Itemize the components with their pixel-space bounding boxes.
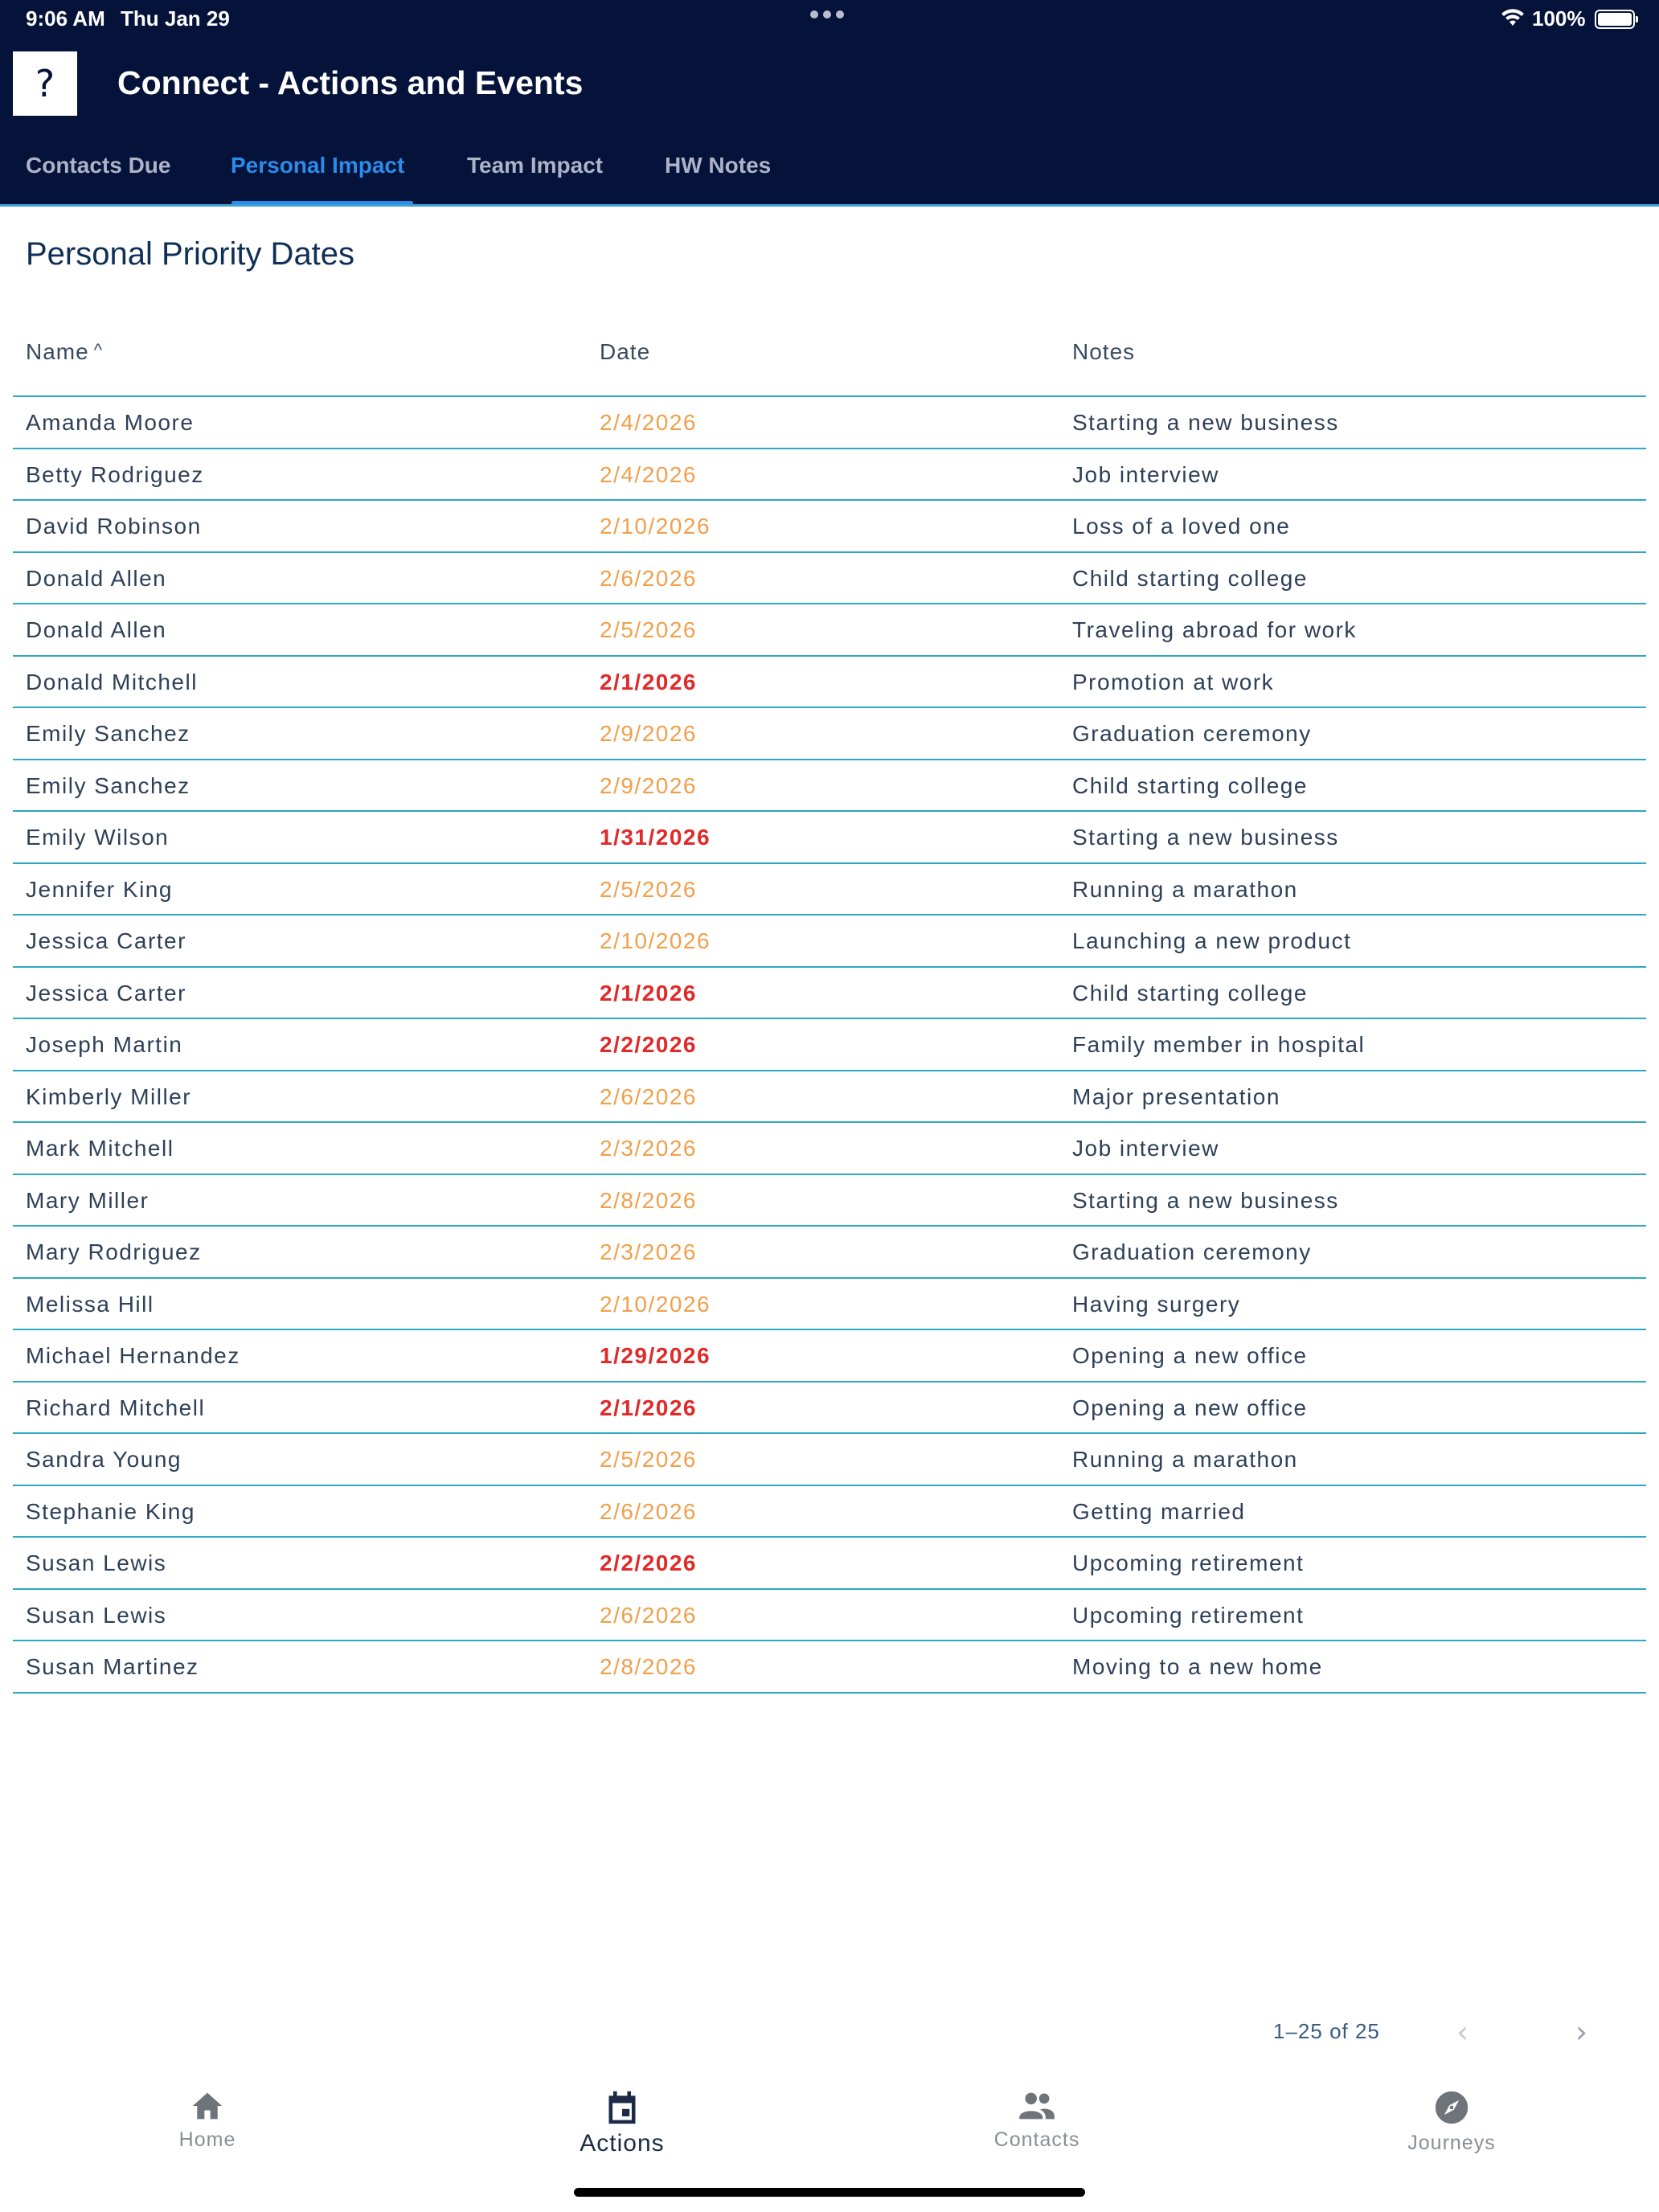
notes-cell: Promotion at work xyxy=(1072,669,1275,694)
name-cell: Jennifer King xyxy=(26,876,173,902)
name-cell: Susan Lewis xyxy=(26,1550,167,1575)
name-cell: Sandra Young xyxy=(26,1447,182,1472)
tab-team-impact[interactable]: Team Impact xyxy=(467,153,604,178)
date-cell: 2/10/2026 xyxy=(600,1291,711,1317)
date-cell: 2/3/2026 xyxy=(600,1239,697,1264)
previous-page-button[interactable]: ‹ xyxy=(1456,2014,1469,2050)
calendar-icon xyxy=(604,2090,640,2125)
table-row[interactable] xyxy=(13,1641,1646,1694)
date-cell: 2/5/2026 xyxy=(600,876,697,902)
table-row[interactable] xyxy=(13,1486,1646,1538)
nav-journeys-label: Journeys xyxy=(1407,2132,1496,2154)
table-row[interactable] xyxy=(13,812,1646,864)
name-cell: Richard Mitchell xyxy=(26,1395,206,1420)
date-cell: 2/9/2026 xyxy=(600,721,697,746)
compass-icon xyxy=(1434,2090,1469,2125)
table-row[interactable] xyxy=(13,760,1646,813)
column-header-notes[interactable]: Notes xyxy=(1072,339,1136,364)
name-cell: Betty Rodriguez xyxy=(26,461,204,487)
date-cell: 2/2/2026 xyxy=(600,1032,697,1057)
home-indicator xyxy=(574,2188,1085,2197)
name-cell: Emily Sanchez xyxy=(26,721,190,746)
home-icon xyxy=(190,2090,225,2122)
notes-cell: Opening a new office xyxy=(1072,1395,1308,1420)
name-cell: Emily Wilson xyxy=(26,825,170,850)
notes-cell: Child starting college xyxy=(1072,772,1308,798)
wifi-icon xyxy=(1500,6,1526,27)
name-cell: Joseph Martin xyxy=(26,1032,183,1057)
name-cell: Kimberly Miller xyxy=(26,1083,192,1109)
date-cell: 2/6/2026 xyxy=(600,565,697,591)
date-cell: 2/5/2026 xyxy=(600,1447,697,1472)
name-cell: Melissa Hill xyxy=(26,1291,154,1317)
nav-contacts[interactable] xyxy=(916,2074,1157,2170)
table-row[interactable] xyxy=(13,916,1646,968)
column-header-date[interactable]: Date xyxy=(600,339,651,364)
table-row[interactable] xyxy=(13,449,1646,502)
date-cell: 2/6/2026 xyxy=(600,1498,697,1524)
table-row[interactable] xyxy=(13,397,1646,449)
nav-actions[interactable] xyxy=(502,2074,743,2170)
table-row[interactable] xyxy=(13,1019,1646,1071)
name-cell: Donald Mitchell xyxy=(26,669,198,694)
notes-cell: Graduation ceremony xyxy=(1072,721,1312,746)
notes-cell: Opening a new office xyxy=(1072,1343,1308,1368)
notes-cell: Job interview xyxy=(1072,1136,1219,1161)
name-cell: David Robinson xyxy=(26,514,202,539)
name-cell: Susan Lewis xyxy=(26,1602,167,1628)
table-row[interactable] xyxy=(13,1382,1646,1435)
section-title: Personal Priority Dates xyxy=(26,236,355,272)
date-cell: 2/4/2026 xyxy=(600,410,697,435)
table-row[interactable] xyxy=(13,1123,1646,1175)
notes-cell: Starting a new business xyxy=(1072,410,1339,435)
priority-dates-table xyxy=(13,322,1646,1694)
nav-journeys[interactable] xyxy=(1331,2074,1572,2170)
table-row[interactable] xyxy=(13,1227,1646,1279)
notes-cell: Traveling abroad for work xyxy=(1072,617,1357,642)
nav-contacts-label: Contacts xyxy=(993,2128,1080,2151)
notes-cell: Job interview xyxy=(1072,461,1219,487)
name-cell: Susan Martinez xyxy=(26,1654,199,1679)
sort-ascending-icon[interactable]: ^ xyxy=(93,340,104,360)
date-cell: 2/8/2026 xyxy=(600,1654,697,1679)
date-cell: 1/29/2026 xyxy=(600,1343,711,1368)
table-row[interactable] xyxy=(13,1590,1646,1642)
multitasking-dots-icon[interactable] xyxy=(810,8,849,21)
column-header-name[interactable] xyxy=(26,339,103,365)
help-icon[interactable]: ? xyxy=(13,51,77,116)
column-header-name-label: Name xyxy=(26,339,89,364)
date-cell: 2/6/2026 xyxy=(600,1083,697,1109)
date-cell: 2/8/2026 xyxy=(600,1187,697,1213)
date-cell: 2/10/2026 xyxy=(600,928,711,953)
date-cell: 2/10/2026 xyxy=(600,514,711,539)
battery-icon xyxy=(1595,10,1635,29)
name-cell: Jessica Carter xyxy=(26,980,186,1006)
date-cell: 2/1/2026 xyxy=(600,980,697,1006)
notes-cell: Starting a new business xyxy=(1072,1187,1339,1213)
name-cell: Mary Miller xyxy=(26,1187,150,1213)
table-row[interactable] xyxy=(13,1175,1646,1227)
nav-home-label: Home xyxy=(178,2128,236,2151)
table-row[interactable] xyxy=(13,708,1646,760)
table-row[interactable] xyxy=(13,501,1646,553)
notes-cell: Running a marathon xyxy=(1072,876,1298,902)
notes-cell: Moving to a new home xyxy=(1072,1654,1323,1679)
name-cell: Mark Mitchell xyxy=(26,1136,174,1161)
table-row[interactable] xyxy=(13,1330,1646,1382)
notes-cell: Launching a new product xyxy=(1072,928,1352,953)
date-cell: 2/1/2026 xyxy=(600,669,697,694)
name-cell: Donald Allen xyxy=(26,565,167,591)
tab-hw-notes[interactable]: HW Notes xyxy=(665,153,772,178)
notes-cell: Loss of a loved one xyxy=(1072,514,1291,539)
status-time: 9:06 AM xyxy=(26,6,105,31)
notes-cell: Upcoming retirement xyxy=(1072,1550,1305,1575)
page-title: Connect - Actions and Events xyxy=(117,64,584,101)
notes-cell: Running a marathon xyxy=(1072,1447,1298,1472)
notes-cell: Having surgery xyxy=(1072,1291,1241,1317)
date-cell: 2/2/2026 xyxy=(600,1550,697,1575)
name-cell: Mary Rodriguez xyxy=(26,1239,202,1264)
notes-cell: Family member in hospital xyxy=(1072,1032,1366,1057)
date-cell: 2/6/2026 xyxy=(600,1602,697,1628)
tab-personal-impact[interactable]: Personal Impact xyxy=(231,153,405,178)
pagination-range: 1–25 of 25 xyxy=(1273,2019,1380,2043)
header-divider xyxy=(0,204,1659,207)
date-cell: 2/4/2026 xyxy=(600,461,697,487)
name-cell: Emily Sanchez xyxy=(26,772,190,798)
table-row[interactable] xyxy=(13,968,1646,1020)
tab-contacts-due[interactable]: Contacts Due xyxy=(26,153,171,178)
status-bar xyxy=(0,0,1659,39)
table-row[interactable] xyxy=(13,1279,1646,1331)
table-row[interactable] xyxy=(13,657,1646,709)
table-row[interactable] xyxy=(13,1538,1646,1590)
notes-cell: Major presentation xyxy=(1072,1083,1280,1109)
table-row[interactable] xyxy=(13,1071,1646,1124)
name-cell: Amanda Moore xyxy=(26,410,195,435)
name-cell: Donald Allen xyxy=(26,617,167,642)
table-header xyxy=(13,322,1646,397)
notes-cell: Upcoming retirement xyxy=(1072,1602,1305,1628)
nav-actions-label: Actions xyxy=(580,2130,665,2157)
table-row[interactable] xyxy=(13,864,1646,916)
date-cell: 2/3/2026 xyxy=(600,1136,697,1161)
people-icon xyxy=(1018,2090,1056,2122)
app-header xyxy=(0,0,1659,206)
nav-home[interactable] xyxy=(87,2074,328,2170)
name-cell: Stephanie King xyxy=(26,1498,195,1524)
date-cell: 2/5/2026 xyxy=(600,617,697,642)
notes-cell: Child starting college xyxy=(1072,980,1308,1006)
date-cell: 2/9/2026 xyxy=(600,772,697,798)
name-cell: Jessica Carter xyxy=(26,928,186,953)
tab-bar xyxy=(0,141,1659,206)
table-row[interactable] xyxy=(13,604,1646,657)
date-cell: 1/31/2026 xyxy=(600,825,711,850)
table-row[interactable] xyxy=(13,553,1646,605)
table-body xyxy=(13,397,1646,1694)
notes-cell: Child starting college xyxy=(1072,565,1308,591)
name-cell: Michael Hernandez xyxy=(26,1343,240,1368)
battery-percent: 100% xyxy=(1532,6,1586,31)
next-page-button[interactable]: › xyxy=(1575,2014,1588,2050)
date-cell: 2/1/2026 xyxy=(600,1395,697,1420)
notes-cell: Graduation ceremony xyxy=(1072,1239,1312,1264)
status-date: Thu Jan 29 xyxy=(121,6,230,31)
notes-cell: Starting a new business xyxy=(1072,825,1339,850)
notes-cell: Getting married xyxy=(1072,1498,1246,1524)
table-row[interactable] xyxy=(13,1434,1646,1486)
